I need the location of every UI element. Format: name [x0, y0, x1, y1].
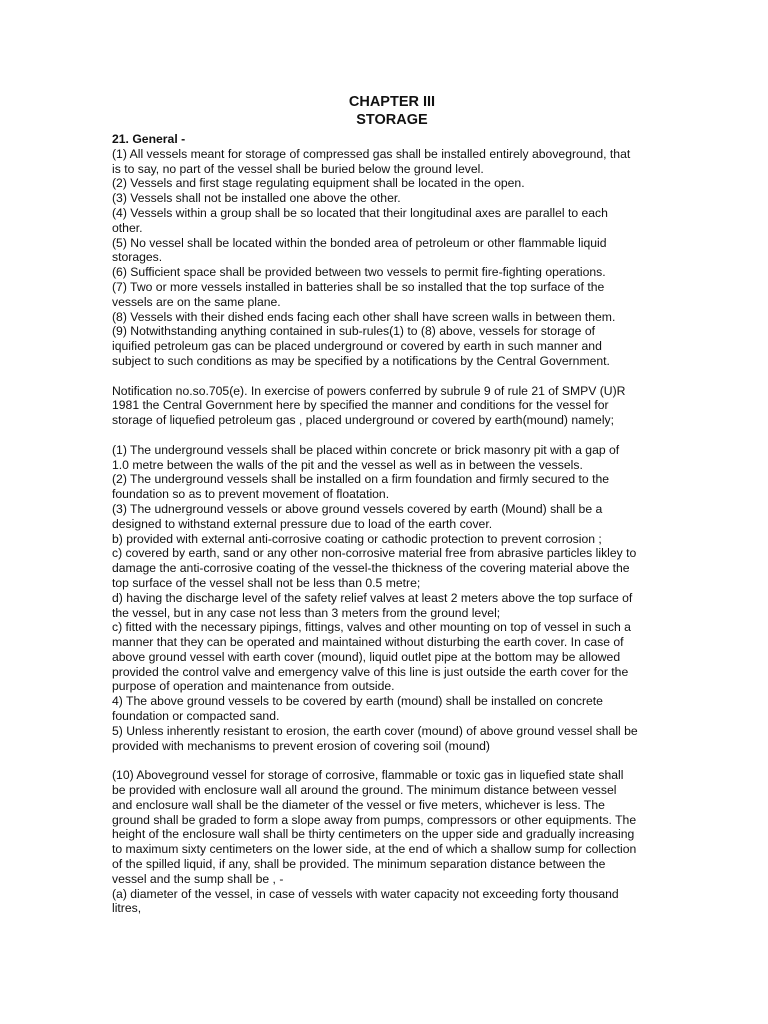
text-line: storages. [112, 250, 163, 265]
text-line: c) covered by earth, sand or any other non-corrosive material free from abrasive particles likley to [112, 546, 637, 561]
text-line: (7) Two or more vessels installed in batteries shall be so installed that the top surface of the [112, 279, 605, 294]
text-line: foundation so as to prevent movement of floatation. [112, 487, 390, 502]
text-line: ground shall be graded to form a slope away from pumps, compressors or other equipments. The [112, 812, 637, 827]
paragraph-gap [112, 753, 658, 768]
text-line: iquified petroleum gas can be placed underground or covered by earth in such manner and [112, 339, 602, 354]
text-line: storage of liquefied petroleum gas , placed underground or covered by earth(mound) namely; [112, 413, 615, 428]
document-page [112, 93, 658, 916]
text-line: (3) Vessels shall not be installed one above the other. [112, 191, 401, 206]
text-line: designed to withstand external pressure due to load of the earth cover. [112, 516, 493, 531]
text-line: 5) Unless inherently resistant to erosion, the earth cover (mound) of above ground vessel shall be [112, 723, 638, 738]
text-line: (8) Vessels with their dished ends facing each other shall have screen walls in between them. [112, 309, 616, 324]
section-heading: 21. General - [112, 132, 186, 146]
text-line: damage the anti-corrosive coating of the vessel-the thickness of the covering material above the [112, 561, 630, 576]
text-line: above ground vessel with earth cover (mound), liquid outlet pipe at the bottom may be allowed [112, 649, 621, 664]
text-line: is to say, no part of the vessel shall be buried below the ground level. [112, 161, 484, 176]
text-line: (2) Vessels and first stage regulating equipment shall be located in the open. [112, 176, 525, 191]
text-line: (2) The underground vessels shall be installed on a firm foundation and firmly secured to the [112, 472, 610, 487]
chapter-title: STORAGE [356, 112, 428, 128]
text-line: (3) The udnerground vessels or above ground vessels covered by earth (Mound) shall be a [112, 501, 603, 516]
text-line: vessel and the sump shall be , - [112, 871, 284, 886]
text-line: c) fitted with the necessary pipings, fittings, valves and other mounting on top of vessel in such a [112, 620, 631, 635]
text-line: and enclosure wall shall be the diameter of the vessel or five meters, whichever is less. The [112, 797, 605, 812]
text-line: (9) Notwithstanding anything contained in sub-rules(1) to (8) above, vessels for storage of [112, 324, 596, 339]
text-line: (1) The underground vessels shall be placed within concrete or brick masonry pit with a gap of [112, 442, 620, 457]
text-line: of the spilled liquid, if any, shall be provided. The minimum separation distance between the [112, 857, 606, 872]
text-line: purpose of operation and maintenance from outside. [112, 679, 395, 694]
paragraph-gap [112, 369, 658, 384]
chapter-heading: CHAPTER III [348, 94, 436, 110]
text-line: be provided with enclosure wall all around the ground. The minimum distance between vessel [112, 783, 617, 798]
text-line: (a) diameter of the vessel, in case of vessels with water capacity not exceeding forty thousand [112, 886, 619, 901]
text-line: b) provided with external anti-corrosive coating or cathodic protection to prevent corrosion ; [112, 531, 602, 546]
text-line: the vessel, but in any case not less than 3 meters from the ground level; [112, 605, 501, 620]
text-line: 1.0 metre between the walls of the pit and the vessel as well as in between the vessels. [112, 457, 583, 472]
text-line: provided the control valve and emergency valve of this line is just outside the earth cover for the [112, 664, 629, 679]
text-line: (5) No vessel shall be located within the bonded area of petroleum or other flammable liquid [112, 235, 607, 250]
text-line: (6) Sufficient space shall be provided between two vessels to permit fire-fighting operations. [112, 265, 606, 280]
paragraph-enclosure-wall [112, 768, 658, 916]
text-line: litres, [112, 901, 142, 916]
text-line: 4) The above ground vessels to be covered by earth (mound) shall be installed on concrete [112, 694, 603, 709]
text-line: (4) Vessels within a group shall be so located that their longitudinal axes are parallel to each [112, 205, 608, 220]
text-line: to maximum sixty centimeters on the lower side, at the end of which a shallow sump for collection [112, 842, 637, 857]
text-line: (10) Aboveground vessel for storage of corrosive, flammable or toxic gas in liquefied state shall [112, 768, 624, 783]
text-line: (1) All vessels meant for storage of compressed gas shall be installed entirely aboveground, that [112, 146, 631, 161]
text-line: Notification no.so.705(e). In exercise of powers conferred by subrule 9 of rule 21 of SMPV (U)R [112, 383, 626, 398]
text-line: manner that they can be operated and maintained without disturbing the earth cover. In case of [112, 635, 624, 650]
text-line: 1981 the Central Government here by specified the manner and conditions for the vessel for [112, 398, 609, 413]
paragraph-notification [112, 384, 658, 428]
text-line: height of the enclosure wall shall be thirty centimeters on the upper side and gradually increasing [112, 827, 635, 842]
text-line: foundation or compacted sand. [112, 709, 280, 724]
paragraph-gap [112, 428, 658, 443]
text-line: top surface of the vessel shall not be less than 0.5 metre; [112, 575, 421, 590]
text-line: vessels are on the same plane. [112, 294, 281, 309]
text-line: subject to such conditions as may be specified by a notifications by the Central Government. [112, 353, 610, 368]
text-line: provided with mechanisms to prevent erosion of covering soil (mound) [112, 738, 490, 753]
text-line: other. [112, 220, 143, 235]
paragraph-underground-vessels [112, 443, 658, 754]
paragraph-general-rules [112, 147, 658, 369]
text-line: d) having the discharge level of the safety relief valves at least 2 meters above the top surface of [112, 590, 633, 605]
